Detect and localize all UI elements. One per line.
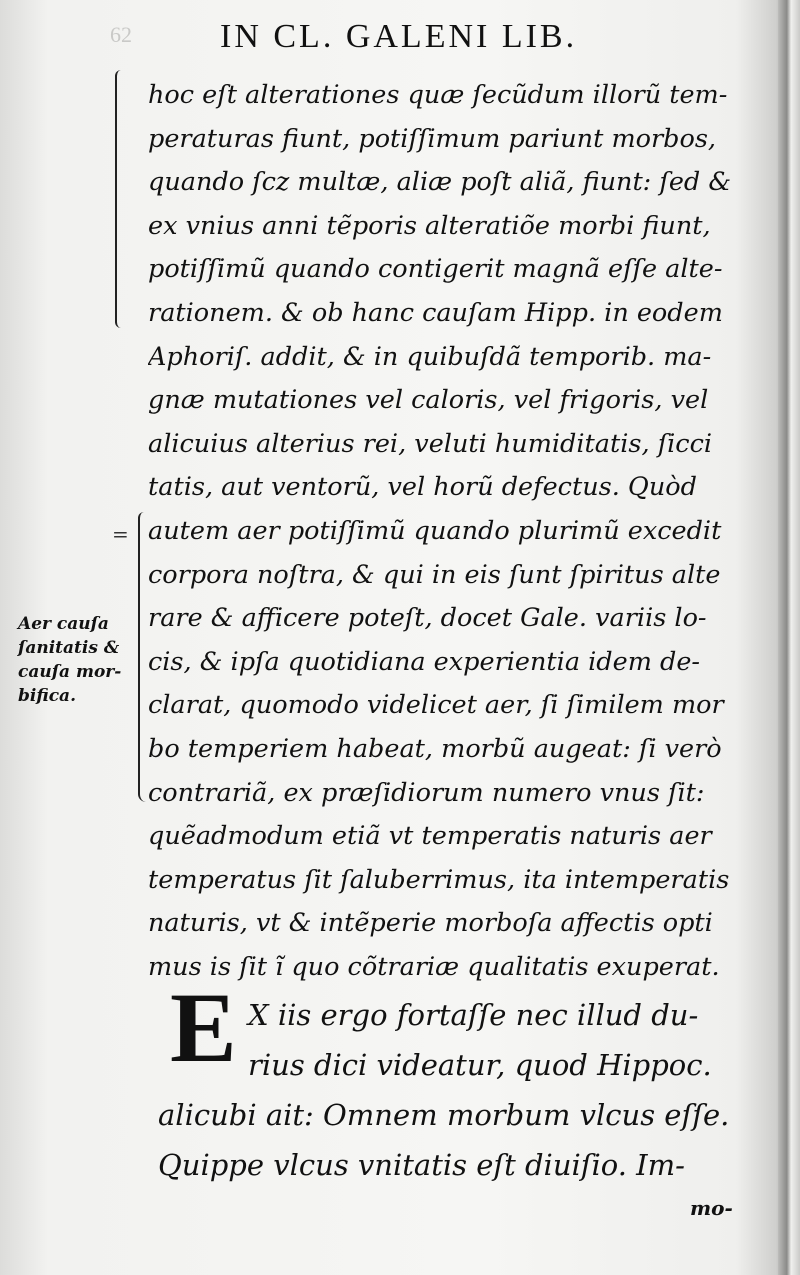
text-line: rationem. & ob hanc cauſam Hipp. in eodem bbox=[148, 297, 723, 328]
text-line: tatis, aut ventorũ, vel horũ defectus. Quòd bbox=[148, 472, 697, 503]
text-line: Quippe vlcus vnitatis eſt diuiſio. Im- bbox=[158, 1148, 685, 1182]
text-line: X iis ergo fortaſſe nec illud du- bbox=[248, 998, 699, 1032]
marginal-note bbox=[18, 612, 148, 708]
text-line: hoc eſt alterationes quæ ſecũdum illorũ tem- bbox=[148, 80, 728, 110]
marginal-note-line: ſanitatis & bbox=[18, 638, 120, 658]
text-line: naturis, vt & intẽperie morboſa affectis opti bbox=[148, 908, 713, 939]
drop-cap: E bbox=[170, 972, 237, 1083]
text-line: rare & afficere poteſt, docet Gale. variis lo- bbox=[148, 603, 707, 634]
text-line: quando ſcz multæ, aliæ poſt aliã, fiunt: ſed & bbox=[148, 167, 732, 198]
text-line: temperatus ſit ſaluberrimus, ita intemperatis bbox=[148, 864, 730, 895]
text-line: alicubi ait: Omnem morbum vlcus eſſe. bbox=[158, 1098, 730, 1132]
bleed-through-page-number: 62 bbox=[110, 22, 132, 47]
text-line: autem aer potiſſimũ quando plurimũ excedit bbox=[148, 515, 722, 546]
margin-bracket-top bbox=[115, 70, 127, 328]
new-paragraph bbox=[158, 972, 758, 1190]
text-line: Aphoriſ. addit, & in quibuſdã temporib. ma- bbox=[148, 341, 712, 372]
marginal-note-line: bifica. bbox=[18, 686, 76, 706]
page-edge bbox=[778, 0, 800, 1275]
text-line: rius dici videatur, quod Hippoc. bbox=[248, 1048, 712, 1082]
body-text bbox=[148, 74, 748, 989]
text-line: gnæ mutationes vel caloris, vel frigoris, vel bbox=[148, 385, 709, 416]
running-header: IN CL. GALENI LIB. bbox=[220, 18, 578, 55]
text-line: mus is ſit ĩ quo cõtrariæ qualitatis exuperat. bbox=[148, 951, 720, 982]
text-line: alicuius alterius rei, veluti humiditatis, ſicci bbox=[148, 428, 713, 459]
text-line: potiſſimũ quando contigerit magnã eſſe alte- bbox=[148, 254, 723, 285]
text-line: bo temperiem habeat, morbũ augeat: ſi verò bbox=[148, 733, 722, 764]
text-line: contrariã, ex præſidiorum numero vnus ſit: bbox=[148, 777, 705, 808]
marginal-note-line: Aer cauſa bbox=[18, 614, 109, 634]
text-line: cis, & ipſa quotidiana experientia idem de- bbox=[148, 646, 701, 677]
text-line: corpora noſtra, & qui in eis ſunt ſpiritus alte bbox=[148, 559, 721, 590]
margin-mark: = bbox=[112, 522, 129, 546]
text-line: clarat, quomodo videlicet aer, ſi ſimilem mor bbox=[148, 690, 724, 721]
text-line: quẽadmodum etiã vt temperatis naturis aer bbox=[148, 821, 712, 852]
text-line: ex vnius anni tẽporis alteratiõe morbi fiunt, bbox=[148, 210, 711, 241]
marginal-note-line: cauſa mor- bbox=[18, 662, 122, 682]
catchword: mo- bbox=[690, 1196, 733, 1220]
text-line: peraturas fiunt, potiſſimum pariunt morbos, bbox=[148, 123, 717, 154]
